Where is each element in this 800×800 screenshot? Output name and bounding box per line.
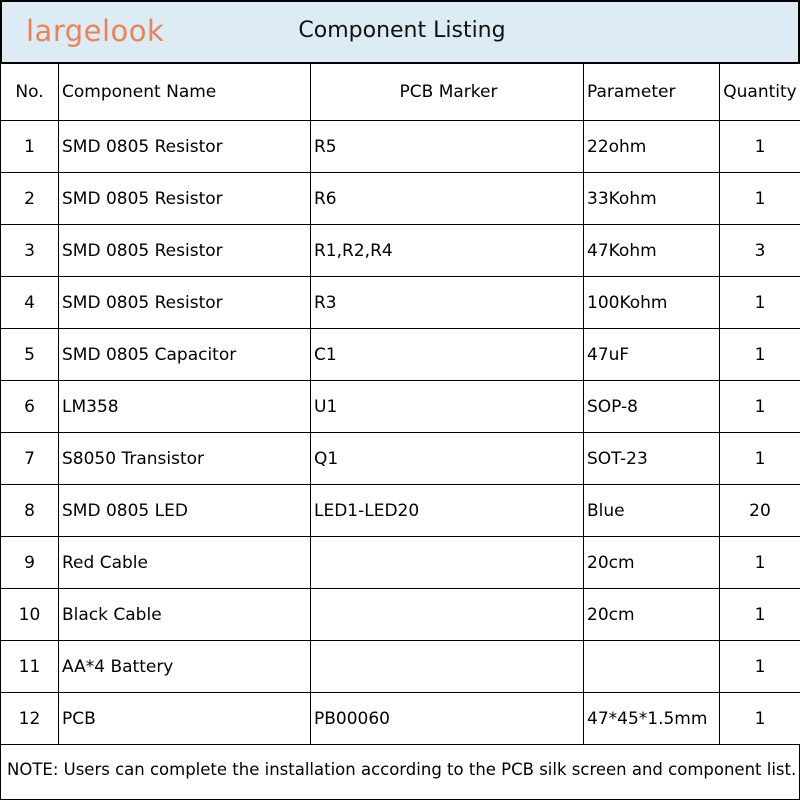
page-title: Component Listing xyxy=(298,18,506,43)
cell-parameter: 33Kohm xyxy=(584,173,720,225)
table-row xyxy=(1,537,800,589)
cell-parameter: 22ohm xyxy=(584,121,720,173)
cell-parameter: 20cm xyxy=(584,537,720,589)
cell-no: 5 xyxy=(1,329,59,381)
cell-pcb-marker: R5 xyxy=(311,121,584,173)
table-row xyxy=(1,329,800,381)
table-row xyxy=(1,121,800,173)
cell-pcb-marker xyxy=(311,641,584,693)
cell-quantity: 1 xyxy=(720,173,800,225)
table-row xyxy=(1,433,800,485)
cell-no: 6 xyxy=(1,381,59,433)
cell-quantity: 1 xyxy=(720,121,800,173)
cell-quantity: 1 xyxy=(720,381,800,433)
cell-pcb-marker: R3 xyxy=(311,277,584,329)
table-row xyxy=(1,381,800,433)
table-row xyxy=(1,173,800,225)
column-header-no: No. xyxy=(1,63,59,121)
cell-no: 1 xyxy=(1,121,59,173)
cell-no: 10 xyxy=(1,589,59,641)
cell-parameter: SOP-8 xyxy=(584,381,720,433)
cell-no: 7 xyxy=(1,433,59,485)
cell-pcb-marker: R6 xyxy=(311,173,584,225)
cell-pcb-marker: PB00060 xyxy=(311,693,584,745)
cell-no: 9 xyxy=(1,537,59,589)
cell-pcb-marker: R1,R2,R4 xyxy=(311,225,584,277)
cell-pcb-marker xyxy=(311,537,584,589)
cell-component-name: SMD 0805 LED xyxy=(59,485,311,537)
column-header-component-name: Component Name xyxy=(59,63,311,121)
cell-parameter: 47uF xyxy=(584,329,720,381)
cell-quantity: 1 xyxy=(720,641,800,693)
cell-quantity: 1 xyxy=(720,277,800,329)
cell-component-name: SMD 0805 Capacitor xyxy=(59,329,311,381)
cell-component-name: Black Cable xyxy=(59,589,311,641)
cell-parameter: SOT-23 xyxy=(584,433,720,485)
cell-quantity: 20 xyxy=(720,485,800,537)
cell-component-name: S8050 Transistor xyxy=(59,433,311,485)
cell-no: 8 xyxy=(1,485,59,537)
cell-no: 12 xyxy=(1,693,59,745)
cell-parameter xyxy=(584,641,720,693)
column-header-parameter: Parameter xyxy=(584,63,720,121)
note-text: NOTE: Users can complete the installation according to the PCB silk screen and component list. xyxy=(0,744,800,800)
cell-pcb-marker xyxy=(311,589,584,641)
table-row xyxy=(1,225,800,277)
table-row xyxy=(1,485,800,537)
cell-component-name: Red Cable xyxy=(59,537,311,589)
cell-quantity: 3 xyxy=(720,225,800,277)
brand-logo-text: largelook xyxy=(26,14,165,48)
cell-component-name: SMD 0805 Resistor xyxy=(59,225,311,277)
cell-quantity: 1 xyxy=(720,537,800,589)
cell-quantity: 1 xyxy=(720,589,800,641)
cell-pcb-marker: C1 xyxy=(311,329,584,381)
column-header-quantity: Quantity xyxy=(720,63,800,121)
table-row xyxy=(1,693,800,745)
cell-no: 11 xyxy=(1,641,59,693)
cell-parameter: 47*45*1.5mm xyxy=(584,693,720,745)
cell-quantity: 1 xyxy=(720,693,800,745)
cell-no: 2 xyxy=(1,173,59,225)
cell-parameter: 47Kohm xyxy=(584,225,720,277)
cell-component-name: AA*4 Battery xyxy=(59,641,311,693)
cell-component-name: SMD 0805 Resistor xyxy=(59,121,311,173)
cell-parameter: 20cm xyxy=(584,589,720,641)
cell-no: 4 xyxy=(1,277,59,329)
table-header-row xyxy=(1,63,800,121)
cell-pcb-marker: Q1 xyxy=(311,433,584,485)
cell-parameter: 100Kohm xyxy=(584,277,720,329)
cell-component-name: SMD 0805 Resistor xyxy=(59,277,311,329)
cell-quantity: 1 xyxy=(720,329,800,381)
cell-component-name: LM358 xyxy=(59,381,311,433)
cell-component-name: SMD 0805 Resistor xyxy=(59,173,311,225)
table-body xyxy=(1,121,800,745)
column-header-pcb-marker: PCB Marker xyxy=(311,63,584,121)
table-row xyxy=(1,589,800,641)
component-table xyxy=(0,62,800,745)
table-row xyxy=(1,277,800,329)
cell-no: 3 xyxy=(1,225,59,277)
table-row xyxy=(1,641,800,693)
cell-component-name: PCB xyxy=(59,693,311,745)
cell-pcb-marker: LED1-LED20 xyxy=(311,485,584,537)
cell-pcb-marker: U1 xyxy=(311,381,584,433)
cell-quantity: 1 xyxy=(720,433,800,485)
header-bar xyxy=(0,0,800,64)
cell-parameter: Blue xyxy=(584,485,720,537)
